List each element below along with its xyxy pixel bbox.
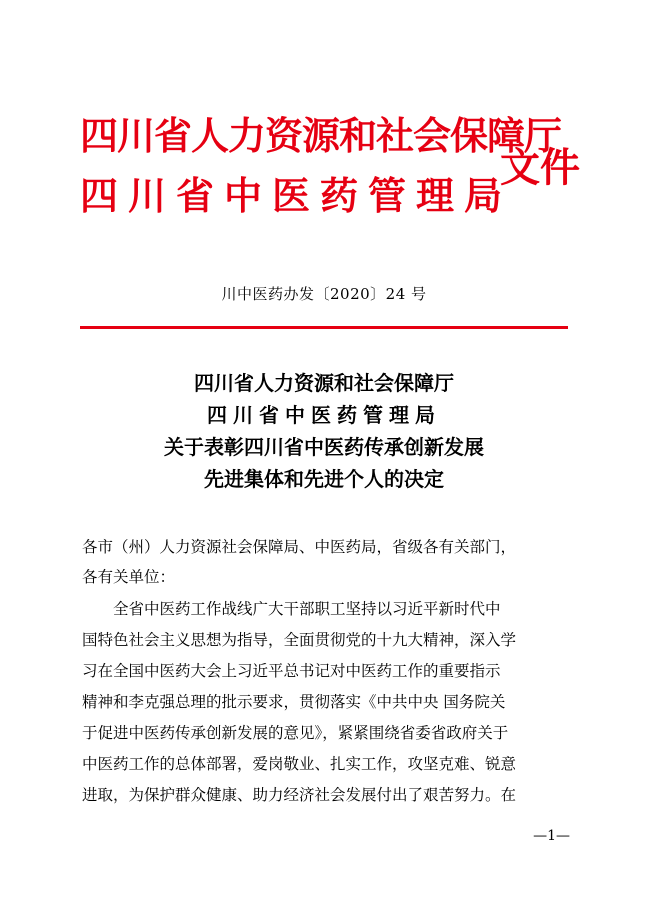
document-type-suffix: 文件: [500, 144, 580, 191]
title-line: 四川省中医药管理局: [207, 403, 441, 427]
addressee-line: 各有关单位：: [82, 568, 176, 586]
body-line: 国特色社会主义思想为指导，全面贯彻党的十九大精神，深入学: [82, 631, 517, 649]
body-line: 中医药工作的总体部署，爱岗敬业、扎实工作，攻坚克难、锐意: [82, 755, 517, 773]
body-line: 习在全国中医药大会上习近平总书记对中医药工作的重要指示: [82, 662, 501, 680]
addressee-line: 各市（州）人力资源社会保障局、中医药局，省级各有关部门，: [82, 538, 517, 556]
red-separator-line: [80, 326, 568, 329]
document-header: [80, 104, 580, 232]
title-line: 四川省人力资源和社会保障厅: [194, 371, 454, 395]
title-line: 先进集体和先进个人的决定: [204, 467, 444, 491]
title-line: 关于表彰四川省中医药传承创新发展: [164, 435, 484, 459]
body-line: 全省中医药工作战线广大干部职工坚持以习近平新时代中: [82, 600, 501, 618]
document-number: 川中医药办发〔2020〕24 号: [221, 285, 427, 303]
issuer-name-hrss: 四川省人力资源和社会保障厅: [80, 113, 562, 158]
page-number: —1—: [533, 828, 570, 844]
issuer-name-tcm: 四川省中医药管理局: [80, 173, 513, 218]
body-line: 于促进中医药传承创新发展的意见》，紧紧围绕省委省政府关于: [82, 724, 509, 742]
body-line: 进取，为保护群众健康、助力经济社会发展付出了艰苦努力。在: [82, 786, 517, 804]
body-line: 精神和李克强总理的批示要求，贯彻落实《中共中央 国务院关: [82, 693, 506, 711]
